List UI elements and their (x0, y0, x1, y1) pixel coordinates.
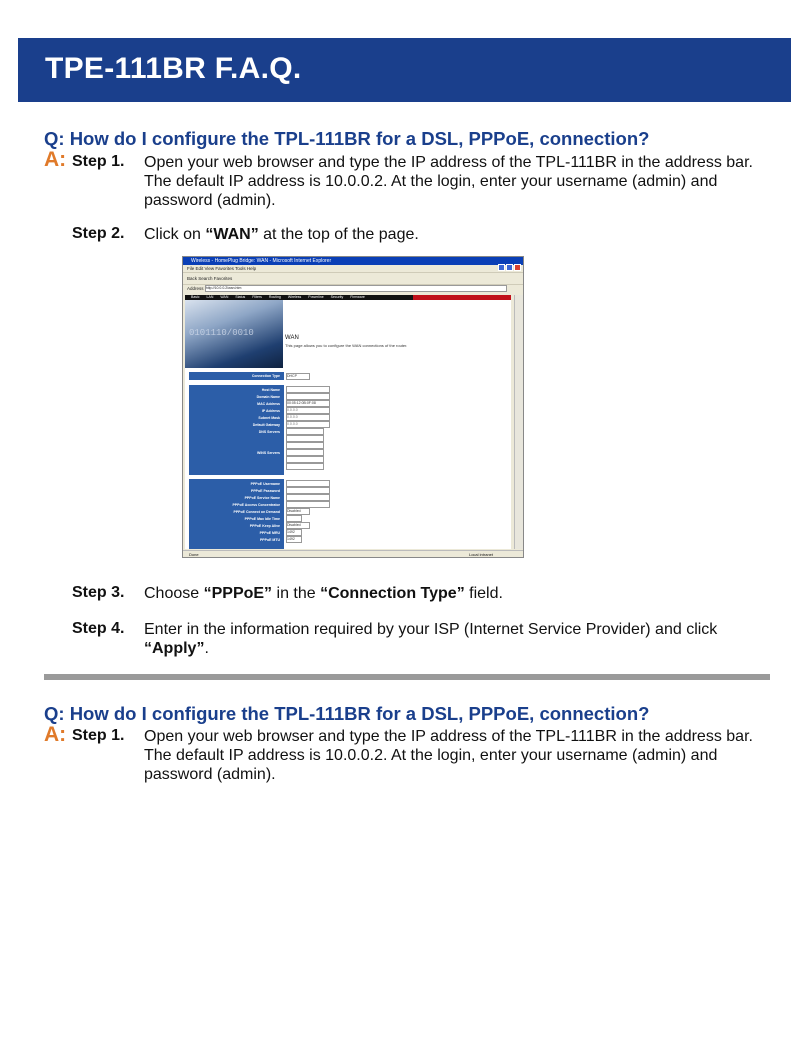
step-label: Step 1. (72, 727, 125, 744)
step-label: Step 1. (72, 153, 125, 170)
step-text: Choose “PPPoE” in the “Connection Type” field. (144, 585, 503, 602)
step-label: Step 2. (72, 225, 125, 242)
browser-menu: File Edit View Favorites Tools Help (187, 266, 257, 271)
step-text: Open your web browser and type the IP address of the TPL-111BR in the address bar. The default IP address is 10.0.0.2. At the login, enter your username (admin) and password (admin). (144, 728, 753, 783)
address-bar: Address http://10.0.0.2/wan.htm (183, 284, 523, 293)
window-controls (497, 258, 521, 276)
question-heading: Q: How do I configure the TPL-111BR for a DSL, PPPoE, connection? (44, 128, 650, 149)
answer-mark: A: (44, 148, 67, 171)
wan-title: WAN (285, 335, 299, 341)
scrollbar (514, 295, 523, 549)
router-hero-image: 0101110/0010 (185, 300, 283, 368)
wan-config-screenshot (182, 256, 524, 558)
browser-toolbar: Back Search Favorites (183, 272, 523, 284)
answer-mark: A: (44, 723, 67, 746)
connection-type-select: DHCP (286, 373, 310, 380)
window-title: Wireless - HomePlug Bridge: WAN - Microsoft Internet Explorer (183, 257, 523, 265)
question-heading: Q: How do I configure the TPL-111BR for a DSL, PPPoE, connection? (44, 703, 650, 724)
step-label: Step 3. (72, 584, 125, 601)
step-label: Step 4. (72, 620, 125, 637)
page-title: TPE-111BR F.A.Q. (45, 52, 302, 85)
step-text: Click on “WAN” at the top of the page. (144, 226, 419, 243)
pppoe-fields-panel: PPPoE Username PPPoE Password PPPoE Service Name PPPoE Access Concentrator PPPoE Connect on Demand PPPoE Max Idle Time PPPoE Keep Alive PPPoE MRU PPPoE MTU (189, 479, 284, 549)
header-banner (18, 38, 791, 102)
section-divider (44, 674, 770, 680)
step-text: Enter in the information required by your ISP (Internet Service Provider) and click “Apply”. (144, 621, 718, 657)
wan-description: This page allows you to configure the WAN connections of the router. (285, 343, 408, 348)
step-text: Open your web browser and type the IP address of the TPL-111BR in the address bar. The default IP address is 10.0.0.2. At the login, enter your username (admin) and password (admin). (144, 154, 753, 209)
browser-status-bar: Done Local intranet (183, 550, 523, 557)
wan-fields-panel: Host Name Domain Name MAC Address IP Address Subnet Mask Default Gateway DNS Servers WINS Servers (189, 385, 284, 475)
router-nav: Basic LAN WAN Status Filters Routing Wireless Powerline Security Firmware (185, 295, 511, 300)
connection-type-panel: Connection Type (189, 372, 284, 380)
browser-content: Basic LAN WAN Status Filters Routing Wireless Powerline Security Firmware 0101110/0010 WAN This page allows you to configure the WAN connections of the router. Connection Type DHCP Host Name Domain Name MAC Address IP Address Subnet Mask Default Gateway DNS Servers WINS Servers 00:05:12:0B:0F:08 0.0.0.0 0.0.0.0 0.0.0.0 PPPoE Username PPPoE Password PPPoE Service Name PPPoE Access Concentrator PPPoE Connect on Demand PPPoE Max Idle Time PPPoE Keep Alive PPPoE MRU PPPoE MTU Disabled Disabled 1492 1492 (185, 295, 511, 549)
